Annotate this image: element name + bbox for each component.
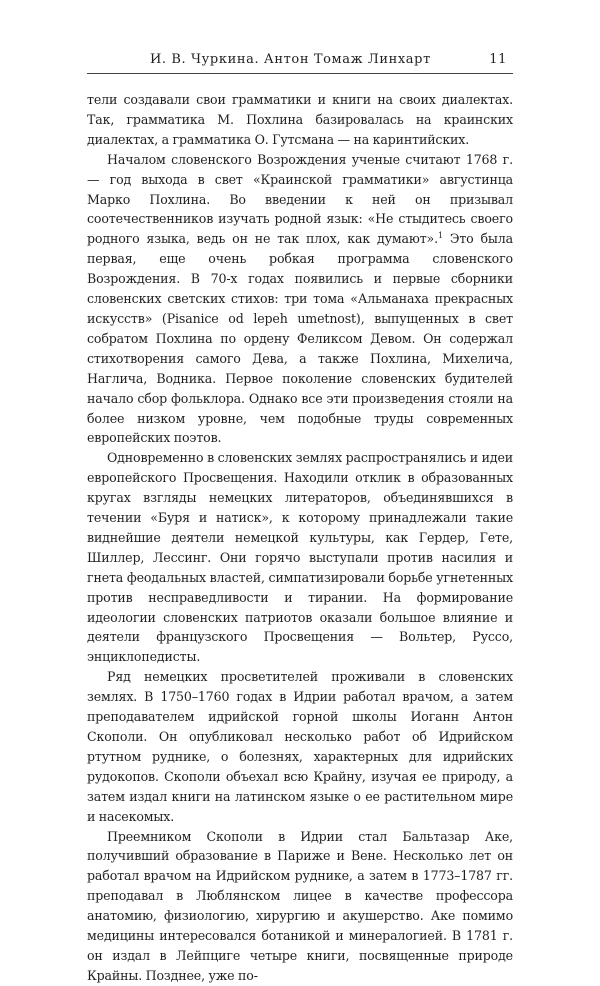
body-text (87, 90, 513, 986)
paragraph-revival-start (87, 150, 513, 449)
paragraph-continuation: тели создавали свои грамматики и книги на своих диалектах. Так, грамматика М. Похлина базировалась на краинских диалектах, а грамматика О. Гутсмана — на каринтийских. (87, 92, 513, 147)
paragraph-enlightenment: Одновременно в словенских землях распространялись и идеи европейского Просвещения. Находили отклик в образованных кругах взгляды немецких литераторов, объединявшихся в течении «Буря и натиск», к которому принадлежали такие виднейшие деятели немецкой культуры, как Гердер, Гете, Шиллер, Лессинг. Они горячо выступали против насилия и гнета феодальных властей, симпатизировали борьбе угнетенных против несправедливости и тирании. На формирование идеологии словенских патриотов оказали большое влияние и деятели французского Просвещения — Вольтер, Руссо, энциклопедисты. (87, 450, 513, 665)
running-header (87, 50, 513, 72)
paragraph-hacquet: Преемником Скополи в Идрии стал Бальтазар Аке, получивший образование в Париже и Вене. Несколько лет он работал врачом на Идрийском руднике, а затем в 1773–1787 гг. преподавал в Люблянском лицее в качестве профессора анатомию, физиологию, хирургию и акушерство. Аке помимо медицины интересовался ботаникой и минералогией. В 1781 г. он издал в Лейпциге четыре книги, посвященные природе Крайны. Позднее, уже по- (87, 828, 513, 983)
page-number: 11 (489, 52, 507, 67)
paragraph-text: Началом словенского Возрождения ученые считают 1768 г. — год выхода в свет «Краинской грамматики» августинца Марко Похлина. Во введении к ней он призывал соотечественников изучать родной язык: «Не стыдитесь своего родного языка, ведь он не так плох, как думают». (87, 151, 513, 247)
footnote-marker[interactable]: 1 (437, 231, 443, 241)
header-rule (87, 73, 513, 74)
running-title: И. В. Чуркина. Антон Томаж Линхарт (150, 52, 431, 67)
paragraph-scopoli: Ряд немецких просветителей проживали в словенских землях. В 1750–1760 годах в Идрии работал врачом, а затем преподавателем идрийской горной школы Иоганн Антон Скополи. Он опубликовал несколько работ об Идрийском ртутном руднике, о болезнях, характерных для идрийских рудокопов. Скополи объехал всю Крайну, изучая ее природу, а затем издал книги на латинском языке о ее растительном мире и насекомых. (87, 669, 513, 824)
paragraph-text: Это была первая, еще очень робкая программа словенского Возрождения. В 70-х годах появились и первые сборники словенских светских стихов: три тома «Альманаха прекрасных искусств» (Pisanice od lepeh umetnost), выпущенных в свет собратом Похлина по ордену Феликсом Девом. Он содержал стихотворения самого Дева, а также Похлина, Михелича, Наглича, Водника. Первое поколение словенских будителей начало сбор фольклора. Однако все эти произведения стояли на более низком уровне, чем подобные труды современных европейских поэтов. (87, 231, 514, 446)
